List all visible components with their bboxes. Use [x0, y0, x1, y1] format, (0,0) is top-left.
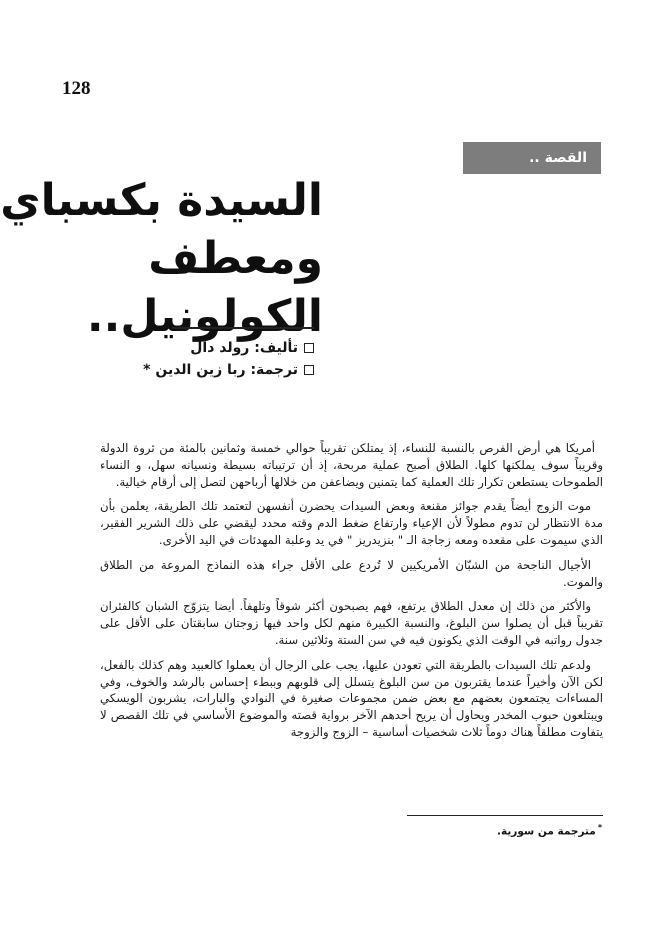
author-credit: [143, 337, 314, 359]
footnote-text: مترجمة من سورية.: [497, 825, 596, 838]
story-body: [100, 440, 603, 749]
paragraph-4: والأكثر من ذلك إن معدل الطلاق يرتفع، فهم يصبحون أكثر شوقاً وتلهفاً. أيضا يتزوّج الشبان كالفئران تقريباً قبل أن يصلوا سن البلوغ، والنسبة الكبيرة منهم لكل واحد فيها زوجتان سابقتان على الأقل على جدول رواتبه في الوقت الذي يكونون فيه في سن الستة وثلاثين سنة.: [100, 599, 603, 647]
credits-divider: [172, 327, 314, 329]
story-title: [0, 172, 323, 346]
translator-label: ترجمة: ربا زين الدين *: [143, 362, 298, 378]
footnote-divider: [407, 815, 603, 816]
footnote: [497, 823, 602, 838]
paragraph-1: أمريكا هي أرض الفرص بالنسبة للنساء، إذ يمتلكن تقريباً حوالي خمسة وثمانين بالمئة من ثروة الدولة وقريباً سوف يملكنها كلها. الطلاق أصبح عملية مربحة، إذ أن ترتيباته بسيطة ونسيانه سهل، و النساء الطموحات يستطعن تكرار تلك العملية كما يتمنين ويضاعفن من خلالها أرباحهن لتصل إلى أرقام خيالية.: [100, 441, 603, 489]
footnote-marker: *: [597, 823, 602, 832]
title-line-3: الكولونيل..: [86, 291, 323, 342]
paragraph-3: الأجيال الناجحة من الشبّان الأمريكيين لا تُردع على الأقل جراء هذه النماذج المروعة من الطلاق والموت.: [100, 557, 603, 589]
page-number: 128: [62, 78, 91, 99]
bullet-box-icon: [304, 365, 314, 375]
title-line-2: ومعطف: [148, 233, 323, 284]
translator-credit: [143, 359, 314, 381]
section-tab: القصة ..: [463, 142, 601, 174]
bullet-box-icon: [304, 343, 314, 353]
paragraph-2: موت الزوج أيضاً يقدم جوائز مقنعة وبعض السيدات يحضرن أنفسهن لتعتمد تلك الطريقة، يعلمن بأن مدة الانتظار لن تدوم مطولاً لأن الإعياء وارتفاع ضغط الدم وقته محدد ليقضي على ذلك الشرير الفقير، الذي سيموت على مقعده ومعه زجاجة الـ " بنزيدريز " في يد وعلبة المهدئات في اليد الأخرى.: [100, 499, 603, 547]
credits: [143, 337, 314, 381]
title-line-1: السيدة بكسباي: [0, 175, 323, 226]
paragraph-5: ولدعم تلك السيدات بالطريقة التي تعودن عليها، يجب على الرجال أن يعملوا كالعبيد وهم كذلك بالفعل، لكن الآن وأخيراً عندما يقتربون من سن البلوغ يتسلل إلى قلوبهم وببطء إحساس بالرشد والخوف، وفي المساءات يجتمعون بعضهم مع بعض ضمن مجموعات صغيرة في النوادي والبارات، يشربون الويسكي ويبتلعون حبوب المخدر ويحاول أن يريح أحدهم الآخر برواية قصته والموضوع الأساسي في تلك القصص لا يتفاوت مطلقاً هناك دوماً ثلاث شخصيات أساسية – الزوج والزوجة: [100, 657, 603, 739]
author-label: تأليف: رولد دال: [190, 340, 298, 356]
